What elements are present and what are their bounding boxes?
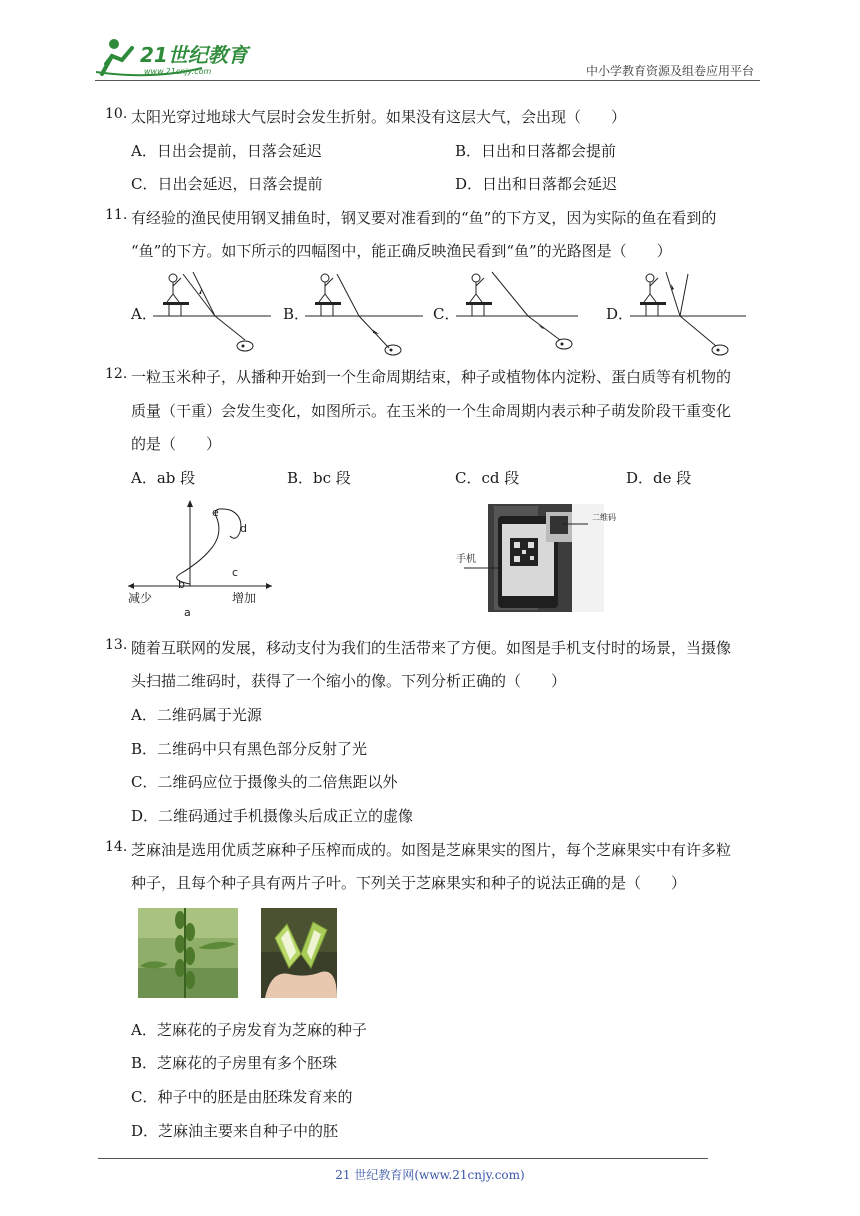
q11-number: 11. [105, 207, 128, 223]
q10-option-d[interactable]: D．日出和日落都会延迟 [455, 175, 618, 193]
graph-label-increase: 增加 [232, 591, 257, 605]
q14-number: 14. [105, 839, 128, 855]
photo-label-qr: 二维码 [592, 513, 616, 522]
header-divider [95, 80, 760, 81]
q10-option-c[interactable]: C．日出会延迟，日落会提前 [131, 175, 323, 193]
q13-option-c[interactable]: C．二维码应位于摄像头的二倍焦距以外 [131, 773, 398, 791]
q11-option-a-label[interactable]: A． [131, 305, 157, 323]
q11-stem-line2: “鱼”的下方。如下所示的四幅图中，能正确反映渔民看到“鱼”的光路图是（ ） [131, 242, 672, 260]
footer-site-link[interactable]: 21 世纪教育网(www.21cnjy.com) [335, 1168, 525, 1182]
graph-point-c: c [232, 566, 239, 579]
footer-divider [98, 1158, 708, 1159]
q12-option-a[interactable]: A．ab 段 [131, 469, 196, 487]
q14-option-b[interactable]: B．芝麻花的子房里有多个胚珠 [131, 1054, 338, 1072]
q14-stem-line1: 芝麻油是选用优质芝麻种子压榨而成的。如图是芝麻果实的图片，每个芝麻果实中有许多粒 [131, 841, 732, 859]
q12-stem-line3: 的是（ ） [131, 435, 222, 453]
q12-option-b[interactable]: B．bc 段 [287, 469, 351, 487]
q13-option-d[interactable]: D．二维码通过手机摄像头后成正立的虚像 [131, 807, 414, 825]
q10-number: 10. [105, 106, 128, 122]
q11-option-c-label[interactable]: C． [433, 305, 460, 323]
q12-option-c[interactable]: C．cd 段 [455, 469, 520, 487]
q10-option-b[interactable]: B．日出和日落都会提前 [455, 142, 617, 160]
photo-label-phone: 手机 [456, 554, 476, 565]
q12-stem-line2: 质量（干重）会发生变化，如图所示。在玉米的一个生命周期内表示种子萌发阶段干重变化 [131, 402, 732, 420]
sesame-plant-photo [138, 908, 238, 998]
graph-point-e: e [212, 506, 219, 519]
phone-scan-photo [454, 502, 616, 614]
graph-point-a: a [184, 606, 191, 619]
q11-diagram-a[interactable] [153, 270, 273, 360]
q11-option-d-label[interactable]: D． [606, 305, 634, 323]
q14-option-c[interactable]: C．种子中的胚是由胚珠发育来的 [131, 1088, 353, 1106]
q13-number: 13. [105, 637, 128, 653]
sesame-fruit-photo [261, 908, 337, 998]
logo-url: www.21cnjy.com [144, 67, 212, 76]
q11-option-b-label[interactable]: B． [283, 305, 310, 323]
graph-point-b: b [178, 578, 185, 591]
q13-stem-line1: 随着互联网的发展，移动支付为我们的生活带来了方便。如图是手机支付时的场景，当摄像 [131, 639, 732, 657]
site-logo [92, 34, 262, 78]
q11-diagram-c[interactable] [456, 270, 586, 360]
q12-dry-weight-graph [120, 496, 280, 620]
logo-text: 21世纪教育 [140, 43, 248, 67]
q13-option-a[interactable]: A．二维码属于光源 [131, 706, 262, 724]
q11-stem-line1: 有经验的渔民使用钢叉捕鱼时，钢叉要对准看到的“鱼”的下方叉，因为实际的鱼在看到的 [131, 209, 717, 227]
q14-option-a[interactable]: A．芝麻花的子房发育为芝麻的种子 [131, 1021, 367, 1039]
graph-point-d: d [240, 522, 247, 535]
q10-stem: 太阳光穿过地球大气层时会发生折射。如果没有这层大气，会出现（ ） [131, 108, 627, 126]
q12-stem-line1: 一粒玉米种子，从播种开始到一个生命周期结束，种子或植物体内淀粉、蛋白质等有机物的 [131, 368, 732, 386]
q10-option-a[interactable]: A．日出会提前，日落会延迟 [131, 142, 322, 160]
header-platform-text: 中小学教育资源及组卷应用平台 [585, 64, 754, 78]
q13-option-b[interactable]: B．二维码中只有黑色部分反射了光 [131, 740, 368, 758]
q11-diagram-b[interactable] [305, 270, 425, 360]
q11-diagram-d[interactable] [630, 270, 760, 360]
q12-number: 12. [105, 366, 128, 382]
graph-label-decrease: 减少 [128, 591, 153, 605]
q14-option-d[interactable]: D．芝麻油主要来自种子中的胚 [131, 1122, 339, 1140]
q13-stem-line2: 头扫描二维码时，获得了一个缩小的像。下列分析正确的（ ） [131, 672, 567, 690]
q14-stem-line2: 种子，且每个种子具有两片子叶。下列关于芝麻果实和种子的说法正确的是（ ） [131, 874, 687, 892]
q12-option-d[interactable]: D．de 段 [626, 469, 692, 487]
